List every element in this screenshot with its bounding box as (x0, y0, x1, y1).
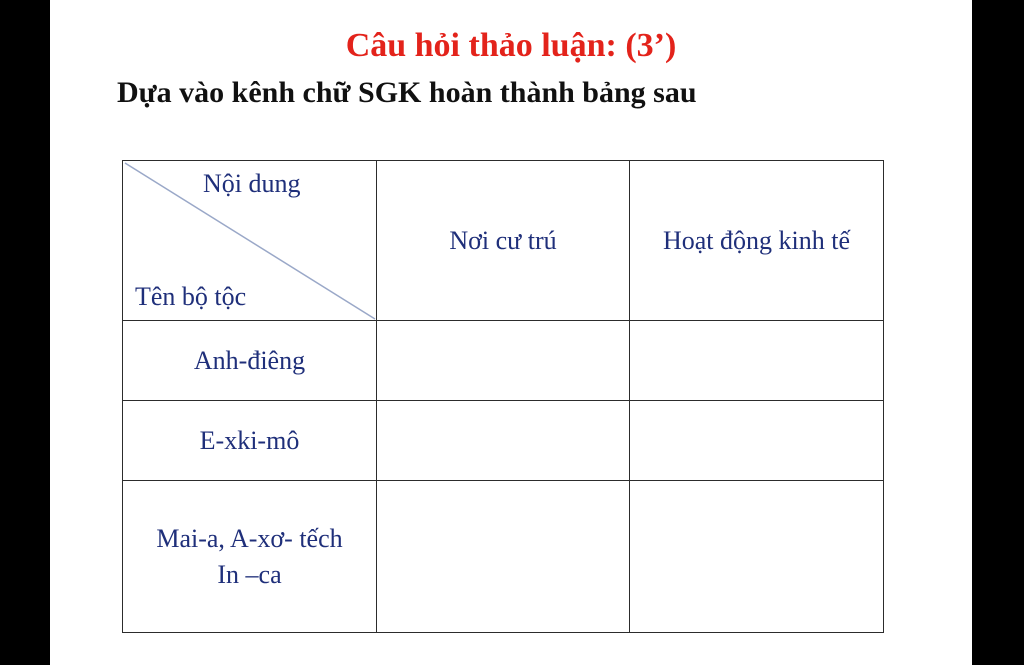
tribe-name-line-1: Mai-a, A-xơ- tếch (156, 523, 343, 553)
table-row (123, 481, 884, 633)
table-header-row (123, 161, 884, 321)
header-noi-cu-tru: Nơi cư trú (377, 161, 630, 321)
table-row (123, 401, 884, 481)
tribe-name-cell (123, 481, 377, 633)
tribe-name: Anh-điêng (193, 345, 306, 375)
tribe-name-cell (123, 321, 377, 401)
instruction-text: Dựa vào kênh chữ SGK hoàn thành bảng sau (117, 76, 697, 109)
tribe-name: E-xki-mô (199, 425, 300, 455)
slide-title: Câu hỏi thảo luận: (3’) (345, 27, 677, 64)
worksheet-table-container (122, 160, 884, 633)
noi-cu-tru-cell[interactable] (377, 401, 630, 481)
corner-header-cell (123, 161, 377, 321)
hoat-dong-kinh-te-cell[interactable] (630, 321, 884, 401)
slide (50, 0, 972, 665)
noi-cu-tru-cell[interactable] (377, 481, 630, 633)
worksheet-table (122, 160, 884, 633)
table-row (123, 321, 884, 401)
hoat-dong-kinh-te-cell[interactable] (630, 401, 884, 481)
tribe-name-line-2: In –ca (217, 559, 282, 589)
header-hoat-dong-kinh-te: Hoạt động kinh tế (630, 161, 884, 321)
corner-header-tribe-label: Tên bộ tộc (135, 282, 247, 311)
corner-header-content-label: Nội dung (203, 169, 301, 198)
noi-cu-tru-cell[interactable] (377, 321, 630, 401)
tribe-name-cell (123, 401, 377, 481)
hoat-dong-kinh-te-cell[interactable] (630, 481, 884, 633)
